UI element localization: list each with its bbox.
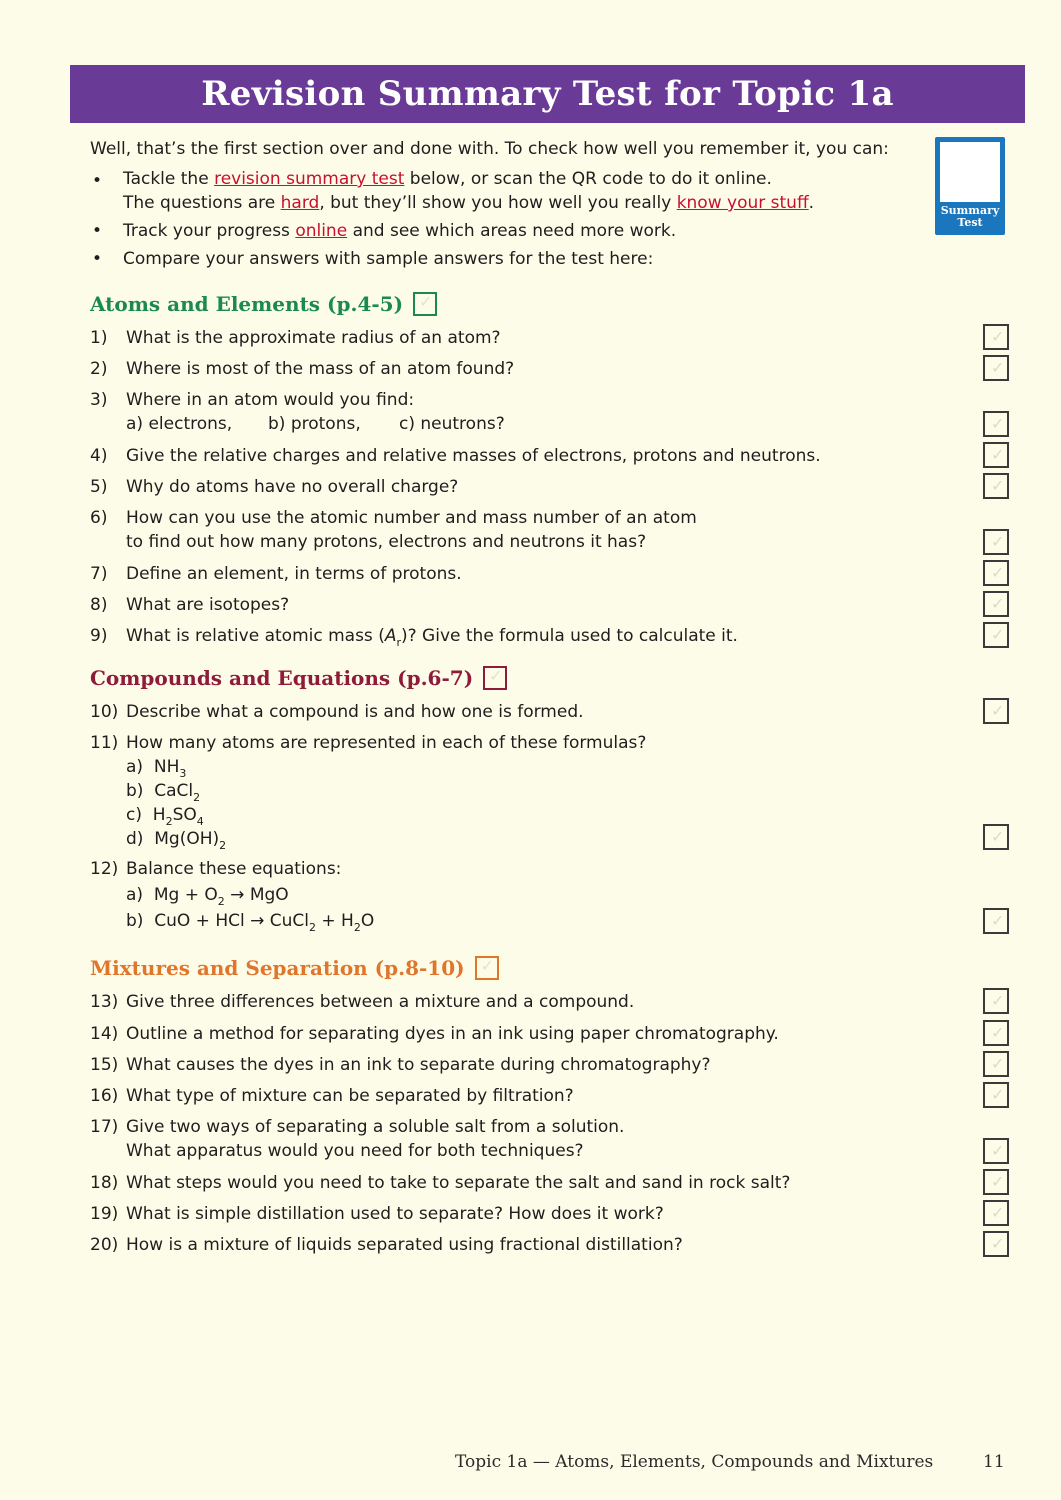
question-number: 1)	[90, 328, 108, 348]
intro-bullet	[90, 219, 920, 243]
question-number: 13)	[90, 992, 119, 1012]
question-9	[90, 624, 950, 648]
question-number: 18)	[90, 1173, 119, 1193]
qr-label	[935, 205, 1005, 229]
section-label: Mixtures and Separation (p.8-10)	[90, 956, 465, 980]
bullet-dot: •	[92, 249, 103, 269]
equation-part: O	[360, 911, 375, 931]
section-label: Compounds and Equations (p.6-7)	[90, 666, 474, 690]
formula-c	[126, 803, 950, 827]
question-number: 11)	[90, 733, 119, 753]
subscript: 2	[217, 895, 225, 908]
question-3-checkbox[interactable]	[983, 411, 1009, 437]
section-label: Atoms and Elements (p.4-5)	[90, 292, 404, 316]
question-number: 14)	[90, 1024, 119, 1044]
option-a: a) electrons,	[126, 414, 233, 434]
question-6	[90, 506, 950, 554]
question-13	[90, 990, 950, 1014]
question-6-checkbox[interactable]	[983, 529, 1009, 555]
formula: CaCl	[154, 781, 194, 801]
subscript: 2	[165, 815, 173, 828]
question-7-checkbox[interactable]	[983, 560, 1009, 586]
question-text: Give the relative charges and relative masses of electrons, protons and neutrons.	[126, 446, 821, 466]
equation-part: CuO + HCl → CuCl	[154, 911, 309, 931]
equation-part: Mg + O	[153, 885, 218, 905]
question-text: Where is most of the mass of an atom found?	[126, 359, 515, 379]
question-body	[126, 388, 950, 436]
question-10-checkbox[interactable]	[983, 698, 1009, 724]
text: .	[808, 193, 815, 213]
question-text: What is simple distillation used to separate? How does it work?	[126, 1204, 664, 1224]
intro-lead: Well, that’s the first section over and done with. To check how well you remember it, you can:	[90, 139, 889, 159]
subscript: 4	[196, 815, 204, 828]
equation-a	[126, 883, 950, 907]
intro-list	[90, 167, 920, 271]
question-body	[126, 506, 950, 554]
question-text: What steps would you need to take to separate the salt and sand in rock salt?	[126, 1173, 791, 1193]
question-text: How can you use the atomic number and mass number of an atom	[126, 508, 697, 528]
question-text: How many atoms are represented in each of these formulas?	[126, 733, 647, 753]
bullet-dot: •	[92, 171, 103, 191]
question-2-checkbox[interactable]	[983, 355, 1009, 381]
know-your-stuff-link[interactable]: know your stuff	[676, 193, 809, 213]
page-number: 11	[983, 1452, 1005, 1472]
label: c)	[126, 805, 142, 825]
equation-part: → MgO	[224, 885, 289, 905]
subscript: 2	[193, 791, 201, 804]
section-title-compounds-equations	[90, 666, 507, 690]
question-body	[126, 857, 950, 933]
subscript: 2	[309, 921, 316, 934]
label: b)	[126, 911, 144, 931]
online-link[interactable]: online	[295, 221, 348, 241]
section-checkbox[interactable]	[413, 292, 437, 316]
text: Compare your answers with sample answers for the test here:	[123, 249, 654, 269]
option-c: c) neutrons?	[399, 414, 505, 434]
question-20	[90, 1233, 950, 1257]
question-1	[90, 326, 950, 350]
question-number: 12)	[90, 859, 119, 879]
question-number: 20)	[90, 1235, 119, 1255]
question-number: 10)	[90, 702, 119, 722]
question-body	[126, 731, 950, 851]
subscript: 2	[353, 921, 361, 934]
question-text: How is a mixture of liquids separated using fractional distillation?	[126, 1235, 683, 1255]
question-text: Outline a method for separating dyes in an ink using paper chromatography.	[126, 1024, 779, 1044]
question-14	[90, 1022, 950, 1046]
revision-summary-test-link[interactable]: revision summary test	[214, 169, 405, 189]
question-number: 19)	[90, 1204, 119, 1224]
equation-part: + H	[316, 911, 354, 931]
text: , but they’ll show you how well you really	[319, 193, 677, 213]
question-number: 6)	[90, 508, 108, 528]
question-11	[90, 731, 950, 851]
title-banner	[70, 65, 1025, 123]
question-text: Define an element, in terms of protons.	[126, 564, 462, 584]
qr-label-line: Summary	[940, 204, 1000, 217]
text: below, or scan the QR code to do it online.	[404, 169, 772, 189]
question-text: Describe what a compound is and how one is formed.	[126, 702, 584, 722]
question-11-checkbox[interactable]	[983, 824, 1009, 850]
question-15-checkbox[interactable]	[983, 1051, 1009, 1077]
qr-code-image	[940, 142, 1000, 202]
question-1-checkbox[interactable]	[983, 324, 1009, 350]
formula: NH	[153, 757, 180, 777]
question-text: What is the approximate radius of an atom?	[126, 328, 501, 348]
symbol: A	[384, 626, 397, 646]
question-number: 15)	[90, 1055, 119, 1075]
text: )? Give the formula used to calculate it.	[401, 626, 738, 646]
question-4-checkbox[interactable]	[983, 442, 1009, 468]
question-10	[90, 700, 950, 724]
hard-link[interactable]: hard	[280, 193, 320, 213]
question-17	[90, 1115, 950, 1163]
question-number: 9)	[90, 626, 108, 646]
question-5	[90, 475, 950, 499]
text: and see which areas need more work.	[347, 221, 677, 241]
subscript: 2	[219, 839, 227, 852]
option-b: b) protons,	[268, 414, 361, 434]
formula: H	[152, 805, 166, 825]
formula: SO	[172, 805, 197, 825]
intro-bullet	[90, 167, 920, 215]
question-text: Balance these equations:	[126, 859, 342, 879]
question-number: 7)	[90, 564, 108, 584]
question-text: What apparatus would you need for both techniques?	[126, 1141, 584, 1161]
question-text: Give two ways of separating a soluble salt from a solution.	[126, 1117, 625, 1137]
section-title-atoms-elements	[90, 292, 437, 316]
question-number: 8)	[90, 595, 108, 615]
question-number: 17)	[90, 1117, 119, 1137]
question-text: What causes the dyes in an ink to separate during chromatography?	[126, 1055, 711, 1075]
question-5-checkbox[interactable]	[983, 473, 1009, 499]
question-7	[90, 562, 950, 586]
question-3	[90, 388, 950, 436]
text: What is relative atomic mass (	[126, 626, 385, 646]
formula-b	[126, 779, 950, 803]
bullet-dot: •	[92, 221, 103, 241]
question-13-checkbox[interactable]	[983, 988, 1009, 1014]
question-8	[90, 593, 950, 617]
question-18	[90, 1171, 950, 1195]
qr-label-line: Test	[957, 216, 983, 229]
question-12-checkbox[interactable]	[983, 908, 1009, 934]
question-number: 3)	[90, 390, 108, 410]
label: a)	[126, 885, 144, 905]
section-checkbox[interactable]	[475, 956, 499, 980]
question-text: to find out how many protons, electrons and neutrons it has?	[126, 532, 647, 552]
label: b)	[126, 781, 144, 801]
question-16	[90, 1084, 950, 1108]
question-17-checkbox[interactable]	[983, 1138, 1009, 1164]
subscript: 3	[179, 767, 187, 780]
question-text: What are isotopes?	[126, 595, 290, 615]
question-text: Give three differences between a mixture and a compound.	[126, 992, 635, 1012]
text: The questions are	[123, 193, 281, 213]
bullet-line	[123, 167, 920, 191]
intro-bullet	[90, 247, 920, 271]
formula: Mg(OH)	[154, 829, 220, 849]
question-options	[126, 412, 950, 436]
question-number: 2)	[90, 359, 108, 379]
section-title-mixtures-separation	[90, 956, 499, 980]
question-18-checkbox[interactable]	[983, 1169, 1009, 1195]
label: a)	[126, 757, 144, 777]
equation-b	[126, 909, 950, 933]
qr-code[interactable]	[935, 137, 1005, 235]
bullet-line	[123, 191, 920, 215]
question-number: 5)	[90, 477, 108, 497]
formula-a	[126, 755, 950, 779]
question-text: Where in an atom would you find:	[126, 390, 415, 410]
question-number: 4)	[90, 446, 108, 466]
question-19-checkbox[interactable]	[983, 1200, 1009, 1226]
question-15	[90, 1053, 950, 1077]
question-2	[90, 357, 950, 381]
question-text	[126, 624, 950, 648]
formula-d	[126, 827, 950, 851]
intro	[90, 135, 920, 271]
section-checkbox[interactable]	[483, 666, 507, 690]
question-number: 16)	[90, 1086, 119, 1106]
question-text: Why do atoms have no overall charge?	[126, 477, 459, 497]
question-16-checkbox[interactable]	[983, 1082, 1009, 1108]
text: Track your progress	[123, 221, 296, 241]
question-text: What type of mixture can be separated by filtration?	[126, 1086, 574, 1106]
subscript: r	[396, 636, 401, 649]
text: Tackle the	[123, 169, 215, 189]
question-9-checkbox[interactable]	[983, 622, 1009, 648]
label: d)	[126, 829, 144, 849]
question-14-checkbox[interactable]	[983, 1020, 1009, 1046]
footer-topic: Topic 1a — Atoms, Elements, Compounds and Mixtures	[455, 1452, 934, 1472]
question-12	[90, 857, 950, 933]
question-4	[90, 444, 950, 468]
question-body	[126, 1115, 950, 1163]
question-8-checkbox[interactable]	[983, 591, 1009, 617]
question-19	[90, 1202, 950, 1226]
page-title: Revision Summary Test for Topic 1a	[201, 74, 894, 114]
question-20-checkbox[interactable]	[983, 1231, 1009, 1257]
